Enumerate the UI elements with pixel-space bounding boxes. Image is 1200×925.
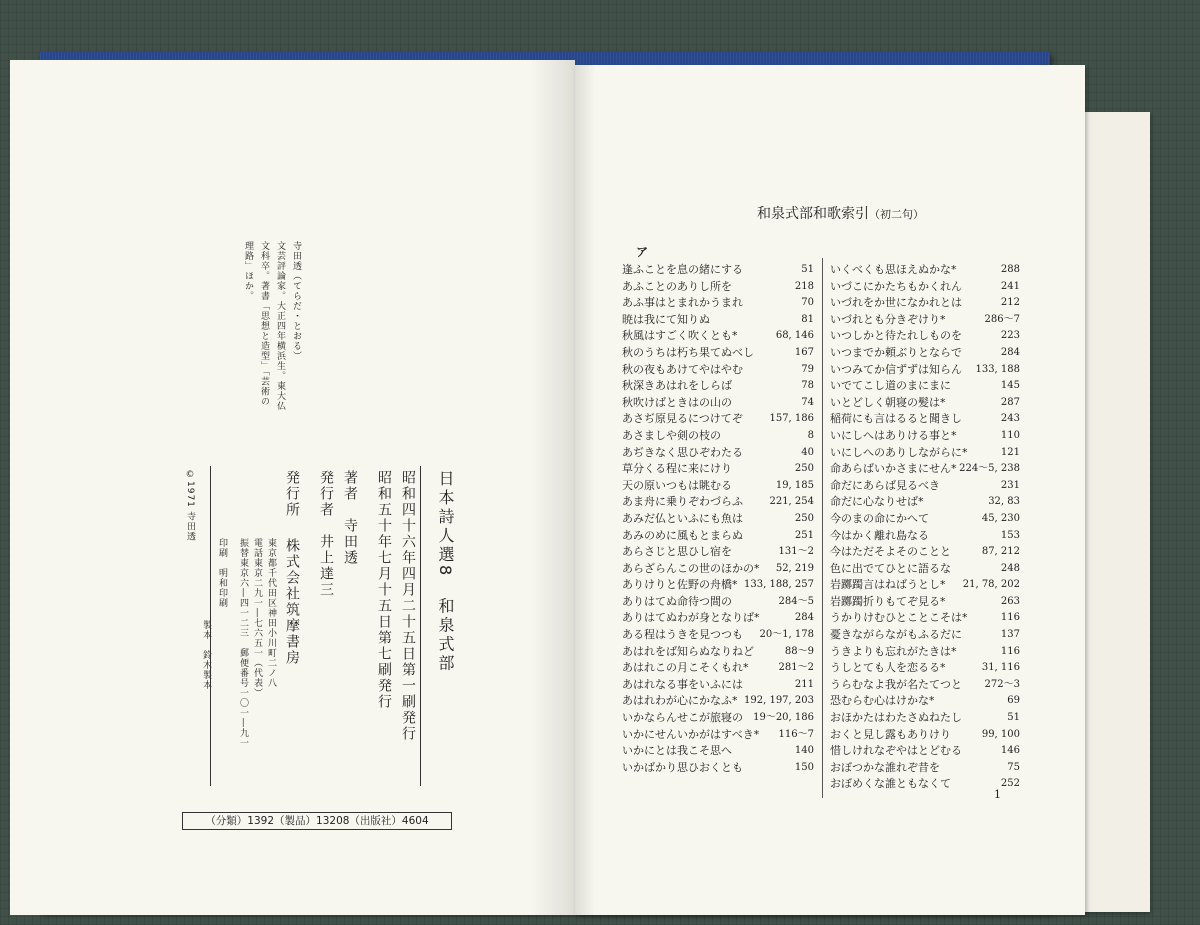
index-entry-text: あはれこの月こそくもれ* — [622, 661, 749, 675]
index-entry — [830, 727, 1020, 744]
series-title: 日本詩人選8 和泉式部 — [436, 470, 455, 674]
index-entry-page: 251 — [794, 529, 814, 541]
index-entry-text: いとどしく朝寝の髪は* — [830, 395, 946, 409]
index-entry — [622, 478, 814, 495]
index-entry-text: いづこにかたちもかくれん — [830, 279, 962, 293]
index-entry-page: 75 — [1007, 761, 1020, 773]
index-entry — [622, 760, 814, 777]
index-entry-text: いにしへのありしながらに* — [830, 445, 968, 459]
index-entry-text: 岩躑躅折りもてぞ見る* — [830, 594, 946, 608]
index-entry-text: 憂きながらながもふるだに — [830, 628, 962, 642]
index-entry-page: 284〜5 — [778, 595, 814, 607]
index-entry — [622, 345, 814, 362]
index-entry — [622, 328, 814, 345]
date-seventh-printing: 昭和五十年七月十五日第七刷発行 — [376, 470, 392, 710]
index-entry-text: 稲荷にも言はるると聞きし — [830, 412, 962, 426]
index-entry-page: 52, 219 — [775, 562, 814, 574]
index-entry — [830, 511, 1020, 528]
index-entry-page: 19〜20, 186 — [753, 712, 814, 724]
column-divider — [822, 258, 823, 798]
index-entry — [622, 428, 814, 445]
index-entry — [622, 295, 814, 312]
index-entry-text: 色に出でてひとに語るな — [830, 561, 951, 575]
index-entry — [622, 610, 814, 627]
index-entry — [830, 693, 1020, 710]
publisher-phone: 電話東京二九一―七六五一（代表） — [252, 538, 262, 698]
index-entry-text: 今はかく離れ島なる — [830, 528, 929, 542]
index-entry — [830, 445, 1020, 462]
index-entry — [830, 528, 1020, 545]
index-entry — [830, 577, 1020, 594]
colophon-rule — [420, 466, 421, 786]
index-entry — [830, 328, 1020, 345]
index-entry-text: あはれわが心にかなふ* — [622, 694, 738, 708]
index-entry — [622, 461, 814, 478]
index-entry-text: いくべくも思ほえぬかな* — [830, 263, 957, 276]
publisher-label: 発行所 — [284, 470, 300, 518]
index-entry — [622, 528, 814, 545]
index-entry-page: 250 — [794, 463, 814, 475]
index-entry-text: おぼめくな誰ともなくて — [830, 777, 951, 791]
author-note-line: 寺田透（てらだ・とおる） — [291, 241, 301, 361]
index-entry — [830, 677, 1020, 694]
index-entry-page: 272〜3 — [984, 678, 1020, 690]
index-entry — [622, 494, 814, 511]
index-entry-page: 221, 254 — [769, 496, 814, 508]
index-entry-text: あさぢ原見るにつけてぞ — [622, 412, 743, 426]
index-entry-text: 秋風はすごく吹くとも* — [622, 329, 738, 343]
index-entry-page: 157, 186 — [769, 413, 814, 425]
index-entry-page: 51 — [1007, 712, 1020, 724]
index-entry-page: 74 — [801, 396, 814, 408]
index-entry-text: 命だに心なりせば* — [830, 495, 924, 509]
index-column-left — [622, 262, 814, 776]
index-entry-page: 145 — [1000, 380, 1020, 392]
index-entry-text: 恐むらむ心はけかな* — [830, 694, 935, 708]
index-entry-text: おぼつかな誰れぞ昔を — [830, 760, 940, 774]
index-entry-text: いにしへはありける事と* — [830, 428, 957, 442]
index-entry — [622, 378, 814, 395]
index-entry — [830, 610, 1020, 627]
index-entry — [622, 395, 814, 412]
index-entry-text: いつしかと待たれしものを — [830, 329, 962, 343]
index-entry — [622, 511, 814, 528]
index-entry — [830, 279, 1020, 296]
index-entry-text: 逢ふことを息の緒にする — [622, 263, 743, 276]
index-entry-text: いつまでか頼ぶりとならで — [830, 345, 962, 359]
index-entry-text: 惜しけれなぞやはとどむる — [830, 744, 962, 758]
index-entry — [622, 594, 814, 611]
index-entry-page: 110 — [1000, 429, 1020, 441]
index-entry — [622, 544, 814, 561]
index-entry — [830, 478, 1020, 495]
index-entry-page: 116 — [1000, 612, 1020, 624]
index-entry — [830, 461, 1020, 478]
index-entry-page: 21, 78, 202 — [962, 579, 1020, 591]
index-entry-page: 68, 146 — [775, 330, 814, 342]
left-page — [10, 60, 575, 915]
index-entry — [830, 710, 1020, 727]
index-entry — [830, 345, 1020, 362]
index-entry-text: あはれをば知らぬなりねど — [622, 644, 754, 658]
index-entry-page: 241 — [1000, 280, 1020, 292]
index-entry-text: いつみてか信ずずは知らん — [830, 362, 962, 376]
kana-heading: ア — [636, 245, 649, 259]
index-entry-page: 243 — [1000, 413, 1020, 425]
index-entry-page: 288 — [1000, 264, 1020, 275]
index-entry-text: 秋のうちは朽ち果てぬべし — [622, 345, 754, 359]
index-entry-page: 167 — [794, 346, 814, 358]
index-entry-page: 133, 188 — [975, 363, 1020, 375]
index-entry — [622, 445, 814, 462]
index-entry-page: 248 — [1000, 562, 1020, 574]
index-entry — [830, 428, 1020, 445]
index-entry-text: うきよりも忘れがたきは* — [830, 644, 957, 658]
index-entry — [830, 378, 1020, 395]
index-entry — [830, 312, 1020, 329]
index-entry-page: 252 — [1000, 778, 1020, 790]
index-entry-page: 231 — [1000, 479, 1020, 491]
index-title-main: 和泉式部和歌索引 — [757, 206, 869, 222]
index-entry-text: あらざらんこの世のほかの* — [622, 561, 760, 575]
index-entry — [830, 627, 1020, 644]
author-line: 著者 寺田透 — [342, 470, 358, 566]
index-entry — [622, 312, 814, 329]
index-entry-page: 8 — [807, 429, 814, 441]
index-entry-page: 116 — [1000, 645, 1020, 657]
index-entry-text: あさましや剣の枝の — [622, 428, 721, 442]
index-entry — [622, 362, 814, 379]
index-entry-page: 281〜2 — [778, 662, 814, 674]
index-entry-text: うらむなよ我が名たてつと — [830, 677, 962, 691]
classification-box: （分類）1392（製品）13208（出版社）4604 — [182, 812, 452, 830]
index-entry — [830, 594, 1020, 611]
index-entry — [622, 627, 814, 644]
index-entry-page: 51 — [801, 264, 814, 275]
index-entry-page: 88〜9 — [784, 645, 814, 657]
index-entry-text: いかにとは我こそ思へ — [622, 744, 732, 758]
index-entry-page: 121 — [1000, 446, 1020, 458]
index-entry-text: うかりけむひとことこそは* — [830, 611, 968, 625]
index-title-sub: （初二句） — [869, 208, 924, 221]
index-entry-text: あみのめに風もとまらぬ — [622, 528, 743, 542]
index-entry-text: 天の原いつもは眺むる — [622, 478, 732, 492]
index-entry-page: 287 — [1000, 396, 1020, 408]
index-entry-page: 250 — [794, 512, 814, 524]
index-entry — [622, 693, 814, 710]
index-entry-text: あぢきなく思ひぞわたる — [622, 445, 743, 459]
index-entry — [622, 727, 814, 744]
date-first-printing: 昭和四十六年四月二十五日第一刷発行 — [400, 470, 416, 742]
index-entry — [830, 776, 1020, 793]
index-entry — [622, 411, 814, 428]
index-entry-page: 40 — [801, 446, 814, 458]
index-entry — [830, 262, 1020, 279]
index-entry-page: 263 — [1000, 595, 1020, 607]
index-entry-text: いかならんせこが旅寝の — [622, 711, 743, 725]
index-entry — [622, 677, 814, 694]
index-entry-page: 20〜1, 178 — [759, 629, 814, 641]
index-entry-page: 32, 83 — [988, 496, 1020, 508]
publisher-address: 東京都千代田区神田小川町二ノ八 — [266, 538, 276, 688]
index-entry-text: 今のまの命にかへて — [830, 511, 929, 525]
index-entry-text: あま舟に乗りぞわづらふ — [622, 495, 743, 509]
index-entry-text: おくと見し露もありけり — [830, 727, 951, 741]
index-entry — [622, 577, 814, 594]
index-entry-text: いづれとも分きぞけり* — [830, 312, 946, 326]
index-entry-text: ありはてぬわが身となりば* — [622, 611, 760, 625]
index-entry-text: いでてこし道のまにまに — [830, 379, 951, 393]
index-entry-text: 命だにあらば見るべき — [830, 478, 940, 492]
index-entry-text: いかばかり思ひおくとも — [622, 760, 743, 774]
publisher-person: 発行者 井上達三 — [318, 470, 334, 598]
index-entry-page: 87, 212 — [981, 546, 1020, 558]
index-entry-text: 秋の夜もあけてやはやむ — [622, 362, 743, 376]
index-entry-text: あふ事はとまれかうまれ — [622, 296, 743, 310]
index-entry-text: いづれをか世になかれとは — [830, 296, 962, 310]
index-entry-text: 命あらばいかさまにせん* — [830, 462, 957, 476]
index-entry-page: 223 — [1000, 330, 1020, 342]
index-entry-page: 150 — [794, 761, 814, 773]
index-entry-text: あみだ仏といふにも魚は — [622, 511, 743, 525]
index-entry-text: 草分くる程に来にけり — [622, 462, 732, 476]
index-entry-text: あふことのありし所を — [622, 279, 732, 293]
index-entry — [830, 395, 1020, 412]
index-entry-text: あらさじと思ひし宿を — [622, 545, 732, 559]
index-entry-page: 116〜7 — [778, 728, 814, 740]
publisher-transfer: 振替東京六―四一二三 郵便番号一〇一―九一 — [238, 538, 248, 748]
index-entry-page: 140 — [794, 745, 814, 757]
index-entry-text: 岩躑躅言はねばうとし* — [830, 578, 946, 592]
index-entry-page: 133, 188, 257 — [744, 579, 814, 591]
index-title — [757, 203, 924, 223]
index-entry-text: うしとても人を恋るる* — [830, 661, 946, 675]
index-entry — [830, 295, 1020, 312]
index-entry-text: あはれなる事をいふには — [622, 677, 743, 691]
index-entry-page: 137 — [1000, 629, 1020, 641]
index-entry — [622, 710, 814, 727]
index-entry-page: 153 — [1000, 529, 1020, 541]
publisher-name: 株式会社筑摩書房 — [284, 538, 300, 666]
index-entry-text: ある程はうきを見つつも — [622, 628, 743, 642]
index-entry-text: いかにせんいかがはすべき* — [622, 727, 760, 741]
index-entry-page: 19, 185 — [775, 479, 814, 491]
index-column-right — [830, 262, 1020, 793]
index-entry — [830, 644, 1020, 661]
index-entry — [622, 660, 814, 677]
index-entry-page: 31, 116 — [981, 662, 1020, 674]
copyright-line: ©1971 寺田透 — [185, 470, 195, 542]
page-number: 1 — [994, 788, 1001, 801]
index-entry-page: 218 — [794, 280, 814, 292]
index-entry-text: 秋吹けばときはの山の — [622, 395, 732, 409]
index-entry-page: 146 — [1000, 745, 1020, 757]
index-entry-page: 81 — [801, 313, 814, 325]
index-entry — [622, 262, 814, 279]
index-entry-page: 131〜2 — [778, 546, 814, 558]
index-entry-text: 今はただそよそのことと — [830, 545, 951, 559]
index-entry — [830, 411, 1020, 428]
binder-line: 製本 鈴木製本 — [201, 620, 211, 690]
index-entry — [830, 760, 1020, 777]
index-entry — [830, 494, 1020, 511]
printer-line: 印刷 明和印刷 — [217, 538, 227, 608]
index-entry-page: 284 — [1000, 346, 1020, 358]
author-note-line: 文芸評論家。大正四年横浜生。東大仏 — [275, 241, 285, 411]
index-entry-page: 99, 100 — [981, 728, 1020, 740]
index-entry-page: 70 — [801, 297, 814, 309]
index-entry-text: おほかたはわたさぬねたし — [830, 711, 962, 725]
index-entry — [622, 279, 814, 296]
index-entry-page: 212 — [1000, 297, 1020, 309]
index-entry-page: 286〜7 — [984, 313, 1020, 325]
colophon-rule — [210, 466, 211, 786]
index-entry-page: 192, 197, 203 — [744, 695, 814, 707]
index-entry — [830, 743, 1020, 760]
index-entry — [830, 362, 1020, 379]
index-entry-text: ありけりと佐野の舟橋* — [622, 578, 738, 592]
index-entry — [830, 544, 1020, 561]
index-entry-page: 78 — [801, 380, 814, 392]
index-entry-text: 暁は我にて知りぬ — [622, 312, 710, 326]
index-entry-page: 69 — [1007, 695, 1020, 707]
author-note-line: 文科卒。著書「思想と造型」「芸術の — [259, 241, 269, 407]
index-entry-page: 284 — [794, 612, 814, 624]
index-entry — [830, 561, 1020, 578]
index-entry-text: 秋深きあはれをしらば — [622, 379, 732, 393]
index-entry-text: ありはてぬ命待つ間の — [622, 594, 732, 608]
author-note-line: 理路」ほか。 — [243, 241, 253, 301]
index-entry — [622, 644, 814, 661]
index-entry — [830, 660, 1020, 677]
index-entry — [622, 743, 814, 760]
index-entry — [622, 561, 814, 578]
index-entry-page: 224〜5, 238 — [959, 463, 1020, 475]
index-entry-page: 79 — [801, 363, 814, 375]
index-entry-page: 45, 230 — [981, 512, 1020, 524]
index-entry-page: 211 — [794, 678, 814, 690]
